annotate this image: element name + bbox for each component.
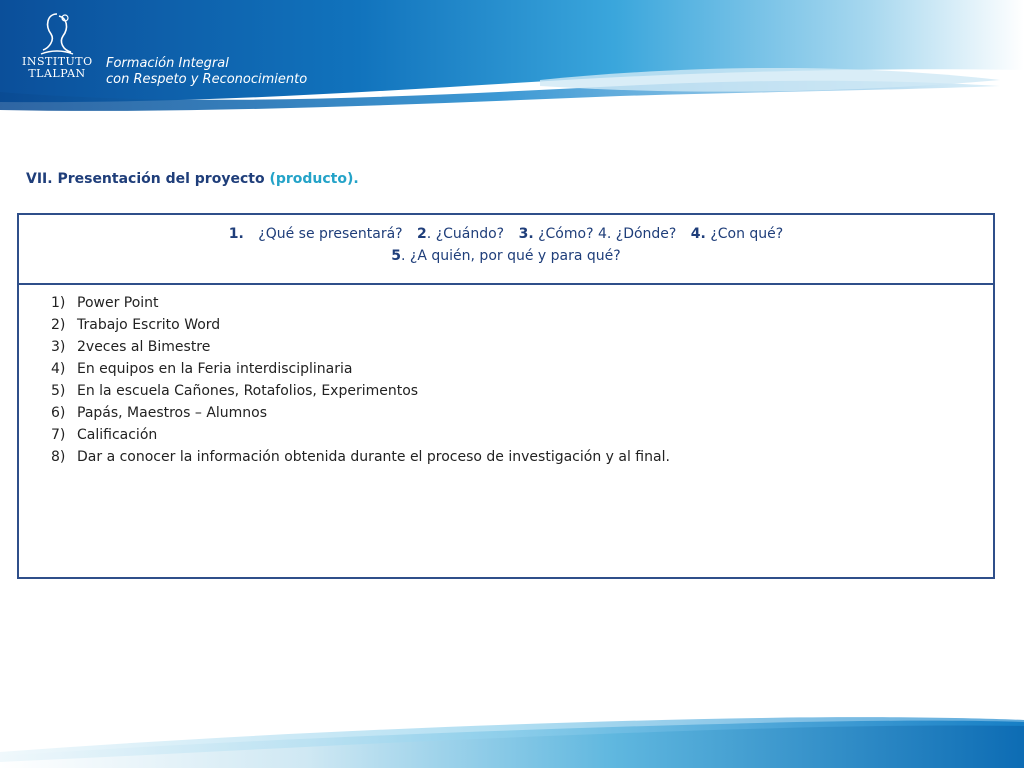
footer-band <box>0 712 1024 768</box>
list-item <box>51 292 993 314</box>
list-item <box>51 358 993 380</box>
institute-logo <box>22 10 92 90</box>
question-6-text: . ¿A quién, por qué y para qué? <box>401 248 621 264</box>
question-4-text: 4. ¿Dónde? <box>597 226 677 242</box>
list-item <box>51 336 993 358</box>
list-item-text: Dar a conocer la información obtenida durante el proceso de investigación y al final. <box>77 449 670 465</box>
question-5-number: 4. <box>690 226 706 242</box>
list-item <box>51 424 993 446</box>
list-item-text: Calificación <box>77 427 158 443</box>
slogan-line2: con Respeto y Reconocimiento <box>106 72 308 87</box>
questions-header <box>19 215 993 285</box>
question-1-text: ¿Qué se presentará? <box>258 226 403 242</box>
question-1-number: 1. <box>228 226 244 242</box>
question-2-text: . ¿Cuándo? <box>426 226 505 242</box>
list-item <box>51 314 993 336</box>
list-item-number: 2) <box>51 317 66 333</box>
content-table <box>17 213 995 579</box>
list-item-number: 4) <box>51 361 66 377</box>
question-3-text: ¿Cómo? <box>538 226 594 242</box>
list-item-number: 1) <box>51 295 66 311</box>
list-item-text: 2veces al Bimestre <box>77 339 211 355</box>
list-item-number: 5) <box>51 383 66 399</box>
section-title-accent: (producto). <box>269 171 359 187</box>
slogan-line1: Formación Integral <box>106 56 229 71</box>
logo-emblem-icon <box>35 10 79 56</box>
list-item <box>51 446 993 468</box>
list-item-text: En equipos en la Feria interdisciplinaria <box>77 361 353 377</box>
list-item-number: 3) <box>51 339 66 355</box>
list-item-text: En la escuela Cañones, Rotafolios, Experimentos <box>77 383 419 399</box>
list-item-text: Trabajo Escrito Word <box>77 317 221 333</box>
answers-list <box>19 285 993 468</box>
logo-text-line2: TLALPAN <box>28 67 86 80</box>
question-5-text: ¿Con qué? <box>710 226 784 242</box>
slogan <box>106 56 307 88</box>
question-2-number: 2 <box>417 226 427 242</box>
list-item <box>51 402 993 424</box>
questions-row-2 <box>19 245 993 267</box>
logo-text-line1: INSTITUTO <box>22 55 93 68</box>
list-item-number: 8) <box>51 449 66 465</box>
question-3-number: 3. <box>518 226 534 242</box>
list-item <box>51 380 993 402</box>
list-item-text: Power Point <box>77 295 159 311</box>
question-6-number: 5 <box>391 248 402 264</box>
section-title-main: VII. Presentación del proyecto <box>26 171 265 187</box>
list-item-number: 7) <box>51 427 66 443</box>
questions-row-1 <box>19 223 993 245</box>
section-title <box>26 171 359 187</box>
list-item-number: 6) <box>51 405 66 421</box>
list-item-text: Papás, Maestros – Alumnos <box>77 405 268 421</box>
